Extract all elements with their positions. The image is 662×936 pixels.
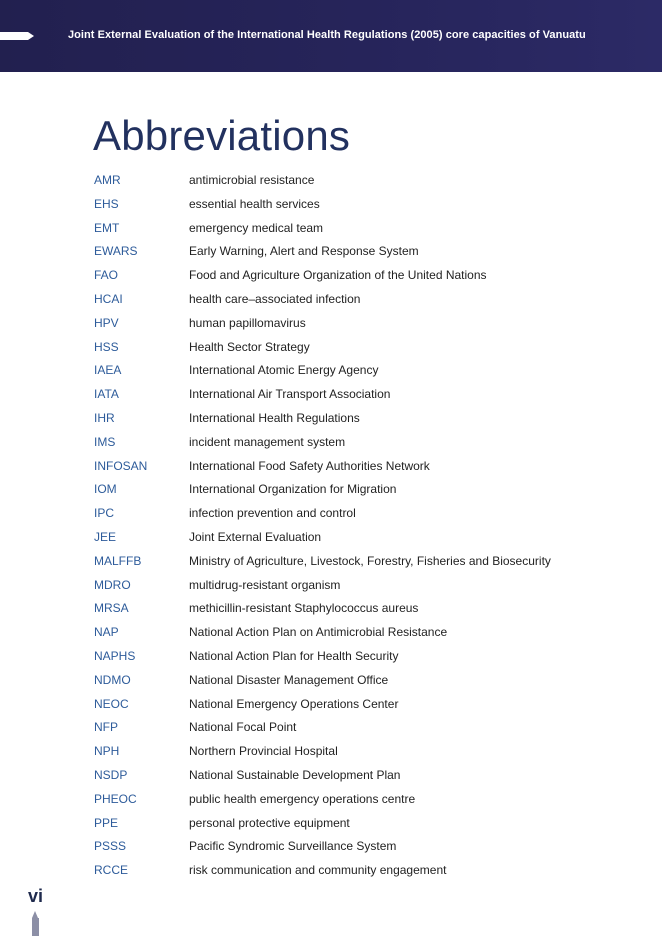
- abbreviation-definition: International Health Regulations: [189, 410, 360, 425]
- abbreviation-row: [94, 694, 634, 718]
- abbreviation-row: [94, 575, 634, 599]
- abbreviation-row: [94, 598, 634, 622]
- abbreviation-definition: International Air Transport Association: [189, 387, 391, 402]
- abbreviation-row: [94, 194, 634, 218]
- abbreviation-row: [94, 860, 634, 884]
- page-number: vi: [28, 886, 44, 906]
- abbreviation-definition: methicillin-resistant Staphylococcus aureus: [189, 601, 419, 616]
- abbreviation-code: EHS: [94, 196, 119, 211]
- abbreviation-row: [94, 170, 634, 194]
- abbreviation-code: IHR: [94, 410, 115, 425]
- abbreviation-row: [94, 741, 634, 765]
- abbreviation-code: JEE: [94, 529, 117, 544]
- abbreviation-code: HSS: [94, 339, 119, 354]
- abbreviation-code: EWARS: [94, 244, 138, 259]
- abbreviation-definition: Early Warning, Alert and Response System: [189, 244, 419, 259]
- abbreviation-definition: National Focal Point: [189, 720, 297, 735]
- abbreviation-code: INFOSAN: [94, 458, 148, 473]
- abbreviation-code: MDRO: [94, 577, 131, 592]
- abbreviation-row: [94, 289, 634, 313]
- abbreviation-code: HCAI: [94, 291, 123, 306]
- abbreviation-row: [94, 503, 634, 527]
- abbreviation-row: [94, 479, 634, 503]
- abbreviation-definition: National Action Plan for Health Security: [189, 648, 399, 663]
- abbreviation-definition: Joint External Evaluation: [189, 529, 322, 544]
- abbreviation-row: [94, 765, 634, 789]
- abbreviation-code: NDMO: [94, 672, 131, 687]
- abbreviation-row: [94, 313, 634, 337]
- abbreviation-code: HPV: [94, 315, 119, 330]
- abbreviation-definition: International Atomic Energy Agency: [189, 363, 379, 378]
- abbreviation-row: [94, 622, 634, 646]
- abbreviation-code: IPC: [94, 506, 115, 521]
- abbreviation-code: FAO: [94, 268, 119, 283]
- abbreviation-row: [94, 813, 634, 837]
- header-tab-marker: [0, 32, 28, 40]
- header-title: Joint External Evaluation of the International Health Regulations (2005) core capacities of Vanuatu: [68, 29, 586, 41]
- abbreviation-definition: International Food Safety Authorities Network: [189, 458, 430, 473]
- abbreviation-code: PHEOC: [94, 791, 137, 806]
- abbreviation-row: [94, 241, 634, 265]
- abbreviation-definition: National Disaster Management Office: [189, 672, 389, 687]
- abbreviation-definition: National Sustainable Development Plan: [189, 767, 401, 782]
- abbreviation-row: [94, 408, 634, 432]
- abbreviation-definition: National Action Plan on Antimicrobial Resistance: [189, 625, 448, 640]
- abbreviation-definition: risk communication and community engagement: [189, 863, 447, 878]
- abbreviation-definition: health care–associated infection: [189, 291, 361, 306]
- abbreviation-definition: International Organization for Migration: [189, 482, 397, 497]
- abbreviation-row: [94, 789, 634, 813]
- abbreviation-code: PSSS: [94, 839, 127, 854]
- abbreviations-list: [94, 170, 634, 884]
- abbreviation-definition: personal protective equipment: [189, 815, 350, 830]
- page-title: Abbreviations: [93, 112, 351, 159]
- header-band: [0, 0, 662, 72]
- abbreviation-row: [94, 646, 634, 670]
- abbreviation-definition: National Emergency Operations Center: [189, 696, 399, 711]
- abbreviation-row: [94, 836, 634, 860]
- abbreviation-code: MRSA: [94, 601, 129, 616]
- abbreviation-row: [94, 527, 634, 551]
- abbreviation-code: NFP: [94, 720, 118, 735]
- abbreviation-code: NSDP: [94, 767, 128, 782]
- abbreviation-row: [94, 456, 634, 480]
- abbreviation-row: [94, 432, 634, 456]
- abbreviation-code: IOM: [94, 482, 117, 497]
- abbreviation-row: [94, 337, 634, 361]
- abbreviation-code: NEOC: [94, 696, 129, 711]
- abbreviation-row: [94, 265, 634, 289]
- abbreviation-definition: Pacific Syndromic Surveillance System: [189, 839, 397, 854]
- abbreviation-code: AMR: [94, 173, 121, 187]
- abbreviation-definition: emergency medical team: [189, 220, 324, 235]
- abbreviation-definition: Ministry of Agriculture, Livestock, Forestry, Fisheries and Biosecurity: [189, 553, 551, 568]
- abbreviation-definition: human papillomavirus: [189, 315, 306, 330]
- abbreviation-row: [94, 218, 634, 242]
- page-marker-arrow: [32, 918, 39, 936]
- abbreviation-code: IAEA: [94, 363, 122, 378]
- abbreviation-definition: infection prevention and control: [189, 506, 356, 521]
- abbreviation-code: EMT: [94, 220, 120, 235]
- abbreviation-definition: essential health services: [189, 196, 320, 211]
- abbreviation-definition: antimicrobial resistance: [189, 173, 315, 187]
- abbreviation-code: RCCE: [94, 863, 129, 878]
- abbreviation-code: IMS: [94, 434, 116, 449]
- abbreviation-code: PPE: [94, 815, 119, 830]
- abbreviation-row: [94, 670, 634, 694]
- abbreviation-row: [94, 384, 634, 408]
- abbreviation-definition: multidrug-resistant organism: [189, 577, 341, 592]
- abbreviation-definition: Northern Provincial Hospital: [189, 744, 338, 759]
- abbreviation-definition: public health emergency operations centre: [189, 791, 416, 806]
- abbreviation-row: [94, 551, 634, 575]
- abbreviation-code: MALFFB: [94, 553, 142, 568]
- abbreviation-code: IATA: [94, 387, 119, 402]
- abbreviation-row: [94, 360, 634, 384]
- abbreviation-code: NAP: [94, 625, 119, 640]
- abbreviation-row: [94, 717, 634, 741]
- abbreviation-code: NPH: [94, 744, 120, 759]
- abbreviation-code: NAPHS: [94, 648, 136, 663]
- abbreviation-definition: Health Sector Strategy: [189, 339, 310, 354]
- abbreviation-definition: incident management system: [189, 434, 346, 449]
- abbreviation-definition: Food and Agriculture Organization of the United Nations: [189, 268, 487, 283]
